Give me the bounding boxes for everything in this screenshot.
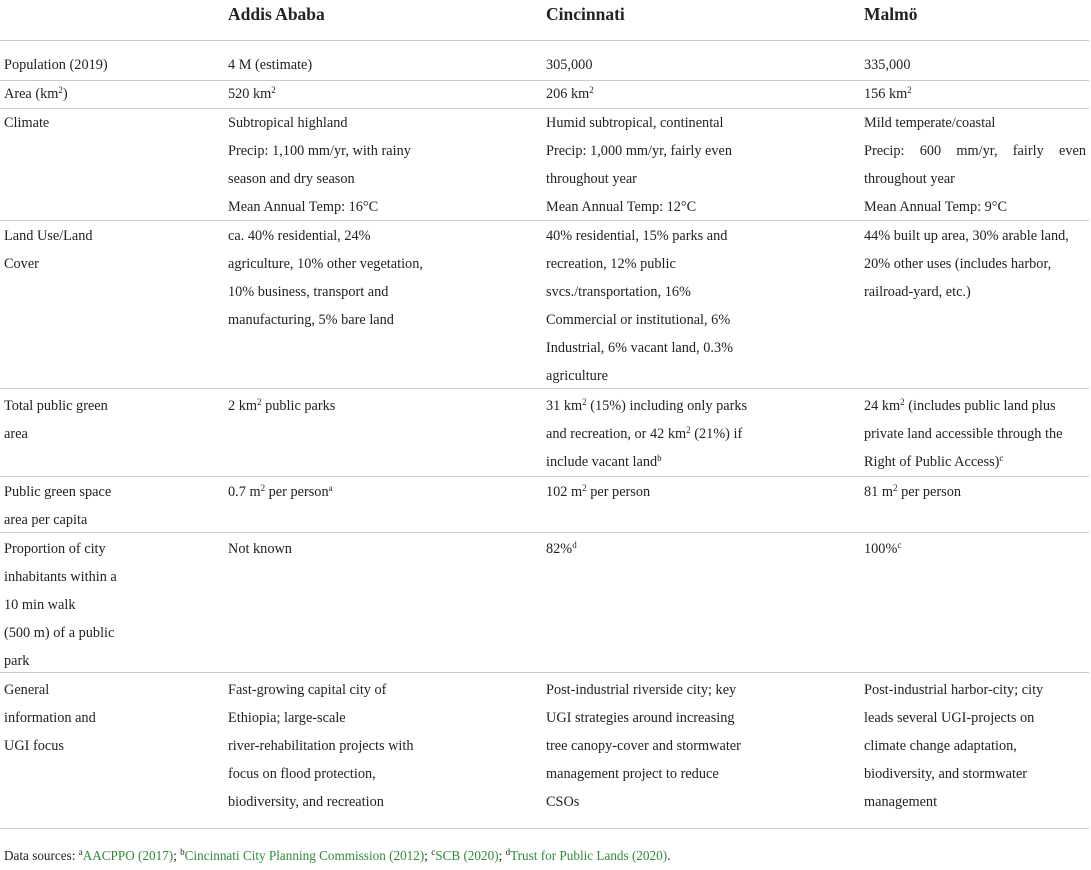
cell-cinci-landuse: svcs./transportation, 16% bbox=[546, 284, 691, 300]
source-link-scb[interactable]: SCB (2020) bbox=[435, 848, 499, 863]
cell-cinci-general: tree canopy-cover and stormwater bbox=[546, 738, 741, 754]
cell-addis-per-capita: 0.7 $m^2$ per person$^a$ bbox=[228, 483, 333, 500]
cell-cinci-landuse: 40% residential, 15% parks and bbox=[546, 228, 728, 244]
cell-addis-green-area: 2 $km^2$ public parks bbox=[228, 397, 336, 414]
source-link-aacppo[interactable]: AACPPO (2017) bbox=[82, 848, 174, 863]
cell-cinci-green-area: 31 $km^2$ (15%) including only parks bbox=[546, 397, 748, 414]
cell-cinci-landuse: Commercial or institutional, 6% bbox=[546, 312, 731, 328]
cell-addis-climate: season and dry season bbox=[228, 171, 355, 187]
cell-addis-proportion: Not known bbox=[228, 541, 292, 557]
row-label-climate: Climate bbox=[4, 115, 50, 131]
row-label-green-area: Total public green bbox=[4, 398, 108, 414]
cell-malmo-general: biodiversity, and stormwater bbox=[864, 766, 1028, 782]
cell-addis-area: 520 $km^2$ bbox=[228, 85, 276, 102]
header-malmo: Malmö bbox=[864, 4, 918, 24]
cell-malmo-proportion: 100%$^c$ bbox=[864, 540, 902, 557]
cell-addis-population: 4 M (estimate) bbox=[228, 57, 313, 73]
cell-addis-landuse: manufacturing, 5% bare land bbox=[228, 312, 394, 328]
cell-cinci-general: CSOs bbox=[546, 794, 580, 810]
cell-malmo-landuse: railroad-yard, etc.) bbox=[864, 284, 971, 300]
cell-cinci-general: Post-industrial riverside city; key bbox=[546, 682, 737, 698]
row-divider bbox=[0, 672, 1089, 673]
cell-malmo-landuse: 20% other uses (includes harbor, bbox=[864, 256, 1052, 272]
row-label-proportion: (500 m) of a public bbox=[4, 625, 115, 641]
cell-addis-climate: Mean Annual Temp: 16°C bbox=[228, 199, 379, 215]
cell-cinci-landuse: Industrial, 6% vacant land, 0.3% bbox=[546, 340, 733, 356]
cell-malmo-green-area: Right of Public Access)$^c$ bbox=[864, 453, 1004, 470]
row-label-area: Area $(km^2)$ bbox=[4, 85, 68, 102]
cell-malmo-area: 156 $km^2$ bbox=[864, 85, 912, 102]
row-label-per-capita: area per capita bbox=[4, 512, 88, 528]
cell-addis-landuse: 10% business, transport and bbox=[228, 284, 389, 300]
row-label-proportion: park bbox=[4, 653, 30, 669]
header-addis-ababa: Addis Ababa bbox=[228, 4, 325, 24]
cell-malmo-general: climate change adaptation, bbox=[864, 738, 1017, 754]
row-divider bbox=[0, 532, 1089, 533]
row-label-general: General bbox=[4, 682, 50, 698]
cell-cinci-area: 206 $km^2$ bbox=[546, 85, 594, 102]
cell-cinci-general: management project to reduce bbox=[546, 766, 719, 782]
cell-addis-general: biodiversity, and recreation bbox=[228, 794, 384, 810]
cell-cinci-general: UGI strategies around increasing bbox=[546, 710, 735, 726]
cell-addis-general: Fast-growing capital city of bbox=[228, 682, 387, 698]
cell-addis-general: river-rehabilitation projects with bbox=[228, 738, 414, 754]
cell-malmo-general: management bbox=[864, 794, 938, 810]
row-divider bbox=[0, 80, 1089, 81]
cell-malmo-climate: Mean Annual Temp: 9°C bbox=[864, 199, 1008, 215]
cell-malmo-climate-justified: Precip: 600 mm/yr, fairly even bbox=[864, 143, 1086, 159]
cell-malmo-climate: Mild temperate/coastal bbox=[864, 115, 996, 131]
row-label-landuse: Cover bbox=[4, 256, 39, 272]
cell-malmo-climate: throughout year bbox=[864, 171, 955, 187]
cell-cinci-per-capita: 102 $m^2$ per person bbox=[546, 483, 651, 500]
cell-malmo-general: leads several UGI-projects on bbox=[864, 710, 1035, 726]
cell-cinci-green-area: include vacant land$^b$ bbox=[546, 453, 662, 470]
cell-cinci-landuse: recreation, 12% public bbox=[546, 256, 676, 272]
cell-addis-climate: Subtropical highland bbox=[228, 115, 348, 131]
cell-malmo-general: Post-industrial harbor-city; city bbox=[864, 682, 1044, 698]
data-sources-footnote: Data sources: $^a$AACPPO (2017); $^b$Cincinnati City Planning Commission (2012); $^c$SCB (2020); $^d$Trust for Public Lands (2020). bbox=[4, 847, 671, 863]
source-link-cincinnati-planning[interactable]: Cincinnati City Planning Commission (2012) bbox=[184, 848, 425, 863]
cell-malmo-green-area: private land accessible through the bbox=[864, 426, 1063, 442]
row-label-proportion: inhabitants within a bbox=[4, 569, 117, 585]
cell-malmo-population: 335,000 bbox=[864, 57, 911, 73]
cell-cinci-population: 305,000 bbox=[546, 57, 593, 73]
row-divider bbox=[0, 388, 1089, 389]
row-label-proportion: 10 min walk bbox=[4, 597, 76, 613]
row-label-landuse: Land Use/Land bbox=[4, 228, 93, 244]
cell-malmo-green-area: 24 $km^2$ (includes public land plus bbox=[864, 397, 1056, 414]
cell-addis-general: focus on flood protection, bbox=[228, 766, 376, 782]
cell-addis-landuse: ca. 40% residential, 24% bbox=[228, 228, 371, 244]
cell-addis-landuse: agriculture, 10% other vegetation, bbox=[228, 256, 423, 272]
row-label-proportion: Proportion of city bbox=[4, 541, 106, 557]
cell-malmo-landuse: 44% built up area, 30% arable land, bbox=[864, 228, 1069, 244]
table-bottom-rule bbox=[0, 828, 1089, 829]
source-link-trust-public-lands[interactable]: Trust for Public Lands (2020) bbox=[510, 848, 668, 863]
row-divider bbox=[0, 476, 1089, 477]
row-label-general: UGI focus bbox=[4, 738, 64, 754]
header-rule bbox=[0, 40, 1089, 41]
row-label-per-capita: Public green space bbox=[4, 484, 112, 500]
cell-cinci-proportion: 82%$^d$ bbox=[546, 540, 577, 557]
cell-addis-climate: Precip: 1,100 mm/yr, with rainy bbox=[228, 143, 411, 159]
header-cincinnati: Cincinnati bbox=[546, 4, 625, 24]
row-label-population: Population (2019) bbox=[4, 57, 108, 73]
cell-cinci-climate: Humid subtropical, continental bbox=[546, 115, 724, 131]
cell-addis-general: Ethiopia; large-scale bbox=[228, 710, 346, 726]
cell-malmo-per-capita: 81 $m^2$ per person bbox=[864, 483, 962, 500]
cell-cinci-climate: throughout year bbox=[546, 171, 637, 187]
row-label-general: information and bbox=[4, 710, 96, 726]
cell-cinci-climate: Precip: 1,000 mm/yr, fairly even bbox=[546, 143, 733, 159]
cell-cinci-landuse: agriculture bbox=[546, 368, 608, 384]
row-label-green-area: area bbox=[4, 426, 28, 442]
cell-cinci-green-area: and recreation, or 42 $km^2$ (21%) if bbox=[546, 425, 743, 442]
cell-cinci-climate: Mean Annual Temp: 12°C bbox=[546, 199, 697, 215]
